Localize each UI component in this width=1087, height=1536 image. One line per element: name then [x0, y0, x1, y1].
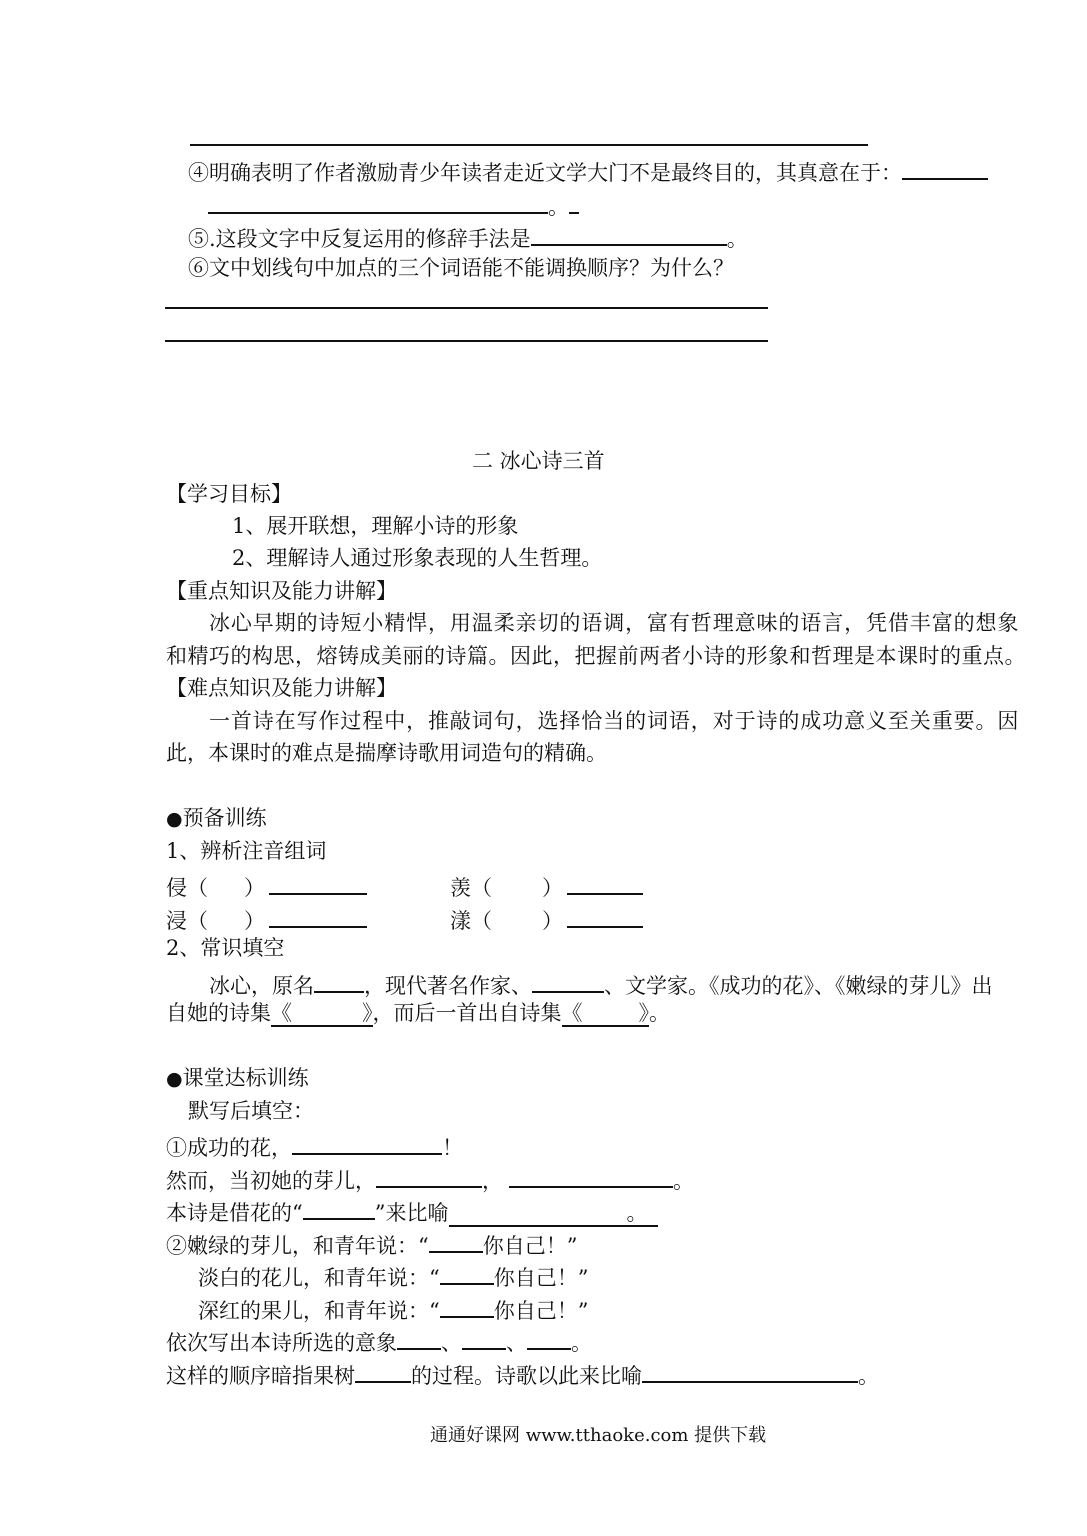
bullet-icon: ●	[166, 808, 183, 830]
answer-blank[interactable]	[303, 1198, 375, 1220]
knowledge-line-2: 自她的诗集《 》，而后一首出自诗集《 》。	[166, 1001, 670, 1025]
poem-1-line-1: ①成功的花， ！	[166, 1133, 463, 1159]
goal-2: 2、理解诗人通过形象表现的人生哲理。	[232, 546, 603, 570]
difficulty-paragraph-line-1: 一首诗在写作过程中，推敲词句，选择恰当的词语，对于诗的成功意义至关重要。因	[209, 709, 1020, 733]
class-intro: 默写后填空：	[188, 1099, 314, 1123]
prep-sub-1: 1、辨析注音组词	[166, 839, 327, 863]
pinyin-item: 羡（ ）	[450, 873, 643, 899]
question-5-text: ⑤.这段文字中反复运用的修辞手法是	[188, 227, 531, 251]
key-paragraph-line-1: 冰心早期的诗短小精悍，用温柔亲切的语调，富有哲理意味的语言，凭借丰富的想象	[209, 611, 1020, 635]
answer-blank[interactable]	[532, 971, 604, 993]
lesson-title: 二 冰心诗三首	[472, 449, 605, 473]
knowledge-line-1: 冰心，原名 ，现代著名作家、 、文学家。《成功的花》、《嫩绿的芽儿》出	[209, 971, 993, 997]
pinyin-item: 侵（ ）	[166, 873, 367, 899]
answer-blank[interactable]	[567, 873, 643, 895]
prep-sub-2: 2、常识填空	[166, 936, 285, 960]
answer-blank[interactable]: 《 》	[561, 1001, 649, 1025]
pinyin-item: 浸（ ）	[166, 906, 367, 932]
answer-blank[interactable]	[397, 1328, 441, 1350]
answer-blank[interactable]	[429, 1231, 483, 1253]
prep-header: ●预备训练	[166, 806, 267, 830]
answer-blank[interactable]: 。	[449, 1201, 658, 1227]
answer-blank[interactable]	[376, 1166, 482, 1188]
poem-2-line-1: ②嫩绿的芽儿，和青年说：“ 你自己！”	[166, 1231, 578, 1257]
answer-blank[interactable]	[269, 906, 367, 928]
answer-blank[interactable]	[355, 1361, 411, 1383]
poem-2-line-2: 淡白的花儿，和青年说：“ 你自己！”	[198, 1263, 589, 1289]
key-paragraph-line-2: 和精巧的构思，熔铸成美丽的诗篇。因此，把握前两者小诗的形象和哲理是本课时的重点。	[166, 644, 1026, 668]
question-6	[188, 258, 734, 279]
answer-blank[interactable]	[527, 1328, 571, 1350]
answer-blank[interactable]	[314, 971, 364, 993]
difficulty-header: 【难点知识及能力讲解】	[166, 676, 397, 700]
answer-line[interactable]	[190, 144, 868, 146]
answer-blank[interactable]	[531, 224, 727, 246]
goal-1: 1、展开联想，理解小诗的形象	[232, 514, 519, 538]
answer-blank[interactable]	[208, 192, 548, 214]
poem-1-question: 本诗是借花的“ ”来比喻 。	[166, 1198, 658, 1224]
answer-blank[interactable]	[509, 1166, 673, 1188]
answer-blank[interactable]: 《 》	[271, 1001, 373, 1025]
poem-1-line-2: 然而，当初她的芽儿， ， 。	[166, 1166, 694, 1192]
question-4-cont: 。	[208, 192, 579, 218]
answer-blank[interactable]	[440, 1263, 494, 1285]
answer-line[interactable]	[165, 340, 768, 342]
question-5: ⑤.这段文字中反复运用的修辞手法是 。	[188, 224, 748, 250]
difficulty-paragraph-line-2: 此，本课时的难点是揣摩诗歌用词造句的精确。	[166, 741, 607, 765]
class-header: ●课堂达标训练	[166, 1066, 309, 1090]
answer-blank[interactable]	[269, 873, 367, 895]
key-header: 【重点知识及能力讲解】	[166, 579, 397, 603]
question-4-text: ④明确表明了作者激励青少年读者走近文学大门不是最终目的，其真意在于：	[188, 161, 902, 185]
answer-blank[interactable]	[902, 158, 988, 180]
answer-blank-tail	[569, 192, 579, 214]
answer-blank[interactable]	[292, 1133, 442, 1155]
question-6-text: ⑥文中划线句中加点的三个词语能不能调换顺序？为什么？	[188, 256, 734, 280]
pinyin-item: 漾（ ）	[450, 906, 643, 932]
answer-line[interactable]	[165, 307, 768, 309]
imagery-question: 依次写出本诗所选的意象 、 、 。	[166, 1328, 592, 1354]
answer-blank[interactable]	[642, 1361, 858, 1383]
metaphor-question: 这样的顺序暗指果树 的过程。诗歌以此来比喻 。	[166, 1361, 879, 1387]
goals-header: 【学习目标】	[166, 482, 292, 506]
answer-blank[interactable]	[567, 906, 643, 928]
bullet-icon: ●	[166, 1068, 183, 1090]
page-footer: 通通好课网 www.tthaoke.com 提供下载	[430, 1425, 767, 1446]
answer-blank[interactable]	[462, 1328, 506, 1350]
poem-2-line-3: 深红的果儿，和青年说：“ 你自己！”	[198, 1296, 589, 1322]
question-4	[188, 158, 988, 184]
answer-blank[interactable]	[440, 1296, 494, 1318]
